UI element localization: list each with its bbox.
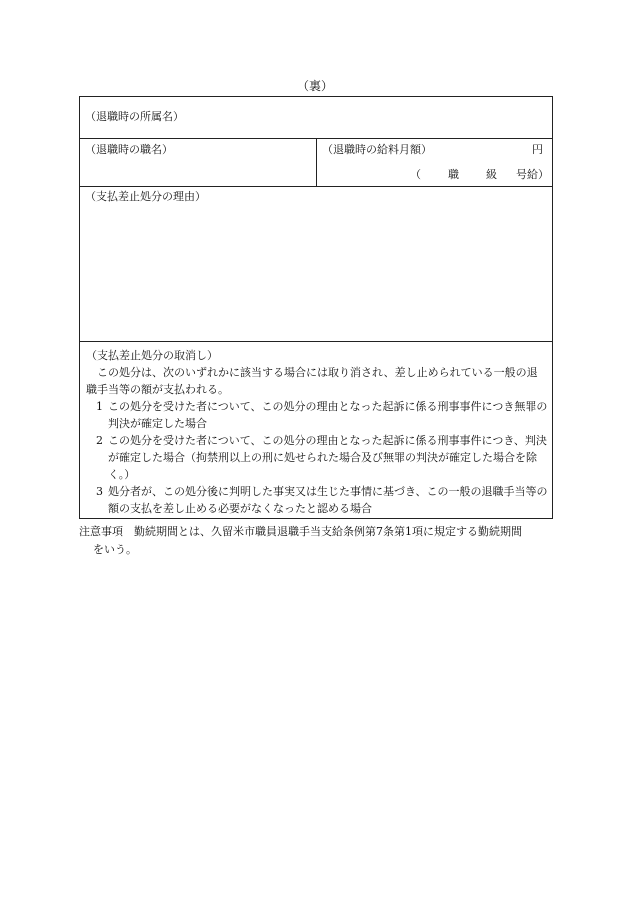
row-divider [80, 186, 552, 187]
cancel-item [86, 432, 548, 483]
position-label: （退職時の職名） [85, 143, 173, 156]
grade-open-paren: （ [410, 168, 421, 181]
cancel-item-text: 処分者が、この処分後に判明した事実又は生じた事情に基づき、この一般の退職手当等の額の支払を差し止める必要がなくなったと認める場合 [108, 485, 548, 515]
salary-unit: 円 [532, 143, 543, 156]
grade-shoku: 職 [448, 168, 459, 181]
row-divider [80, 341, 552, 342]
cancel-section [86, 347, 548, 517]
column-divider [316, 138, 317, 186]
cancel-item [86, 398, 548, 432]
cancel-title: （支払差止処分の取消し） [86, 349, 218, 362]
cancel-item [86, 483, 548, 517]
salary-grade-line [410, 168, 549, 182]
salary-label: （退職時の給料月額） [322, 143, 432, 156]
cancel-item-number: 2 [96, 434, 103, 447]
grade-gokyu: 号給） [516, 168, 549, 181]
cancel-item-number: 1 [96, 400, 103, 413]
cancel-intro: この処分は、次のいずれかに該当する場合には取り消され、差し止められている一般の退職手当等の額が支払われる。 [86, 366, 538, 396]
grade-kyu: 級 [486, 168, 497, 181]
reason-label: （支払差止処分の理由） [85, 190, 206, 203]
note-line-1: 注意事項 勤続期間とは、久留米市職員退職手当支給条例第7条第1項に規定する勤続期間 [79, 525, 522, 538]
cancel-item-text: この処分を受けた者について、この処分の理由となった起訴に係る刑事事件につき無罪の判決が確定した場合 [108, 400, 548, 430]
department-label: （退職時の所属名） [85, 110, 184, 123]
page-heading: （裏） [296, 79, 333, 93]
note-line-2: をいう。 [93, 543, 137, 556]
cancel-item-text: この処分を受けた者について、この処分の理由となった起訴に係る刑事事件につき、判決が確定した場合（拘禁刑以上の刑に処せられた場合及び無罪の判決が確定した場合を除く。） [108, 434, 547, 481]
form-table [79, 96, 553, 519]
note [79, 523, 553, 559]
cancel-item-number: 3 [96, 485, 103, 498]
